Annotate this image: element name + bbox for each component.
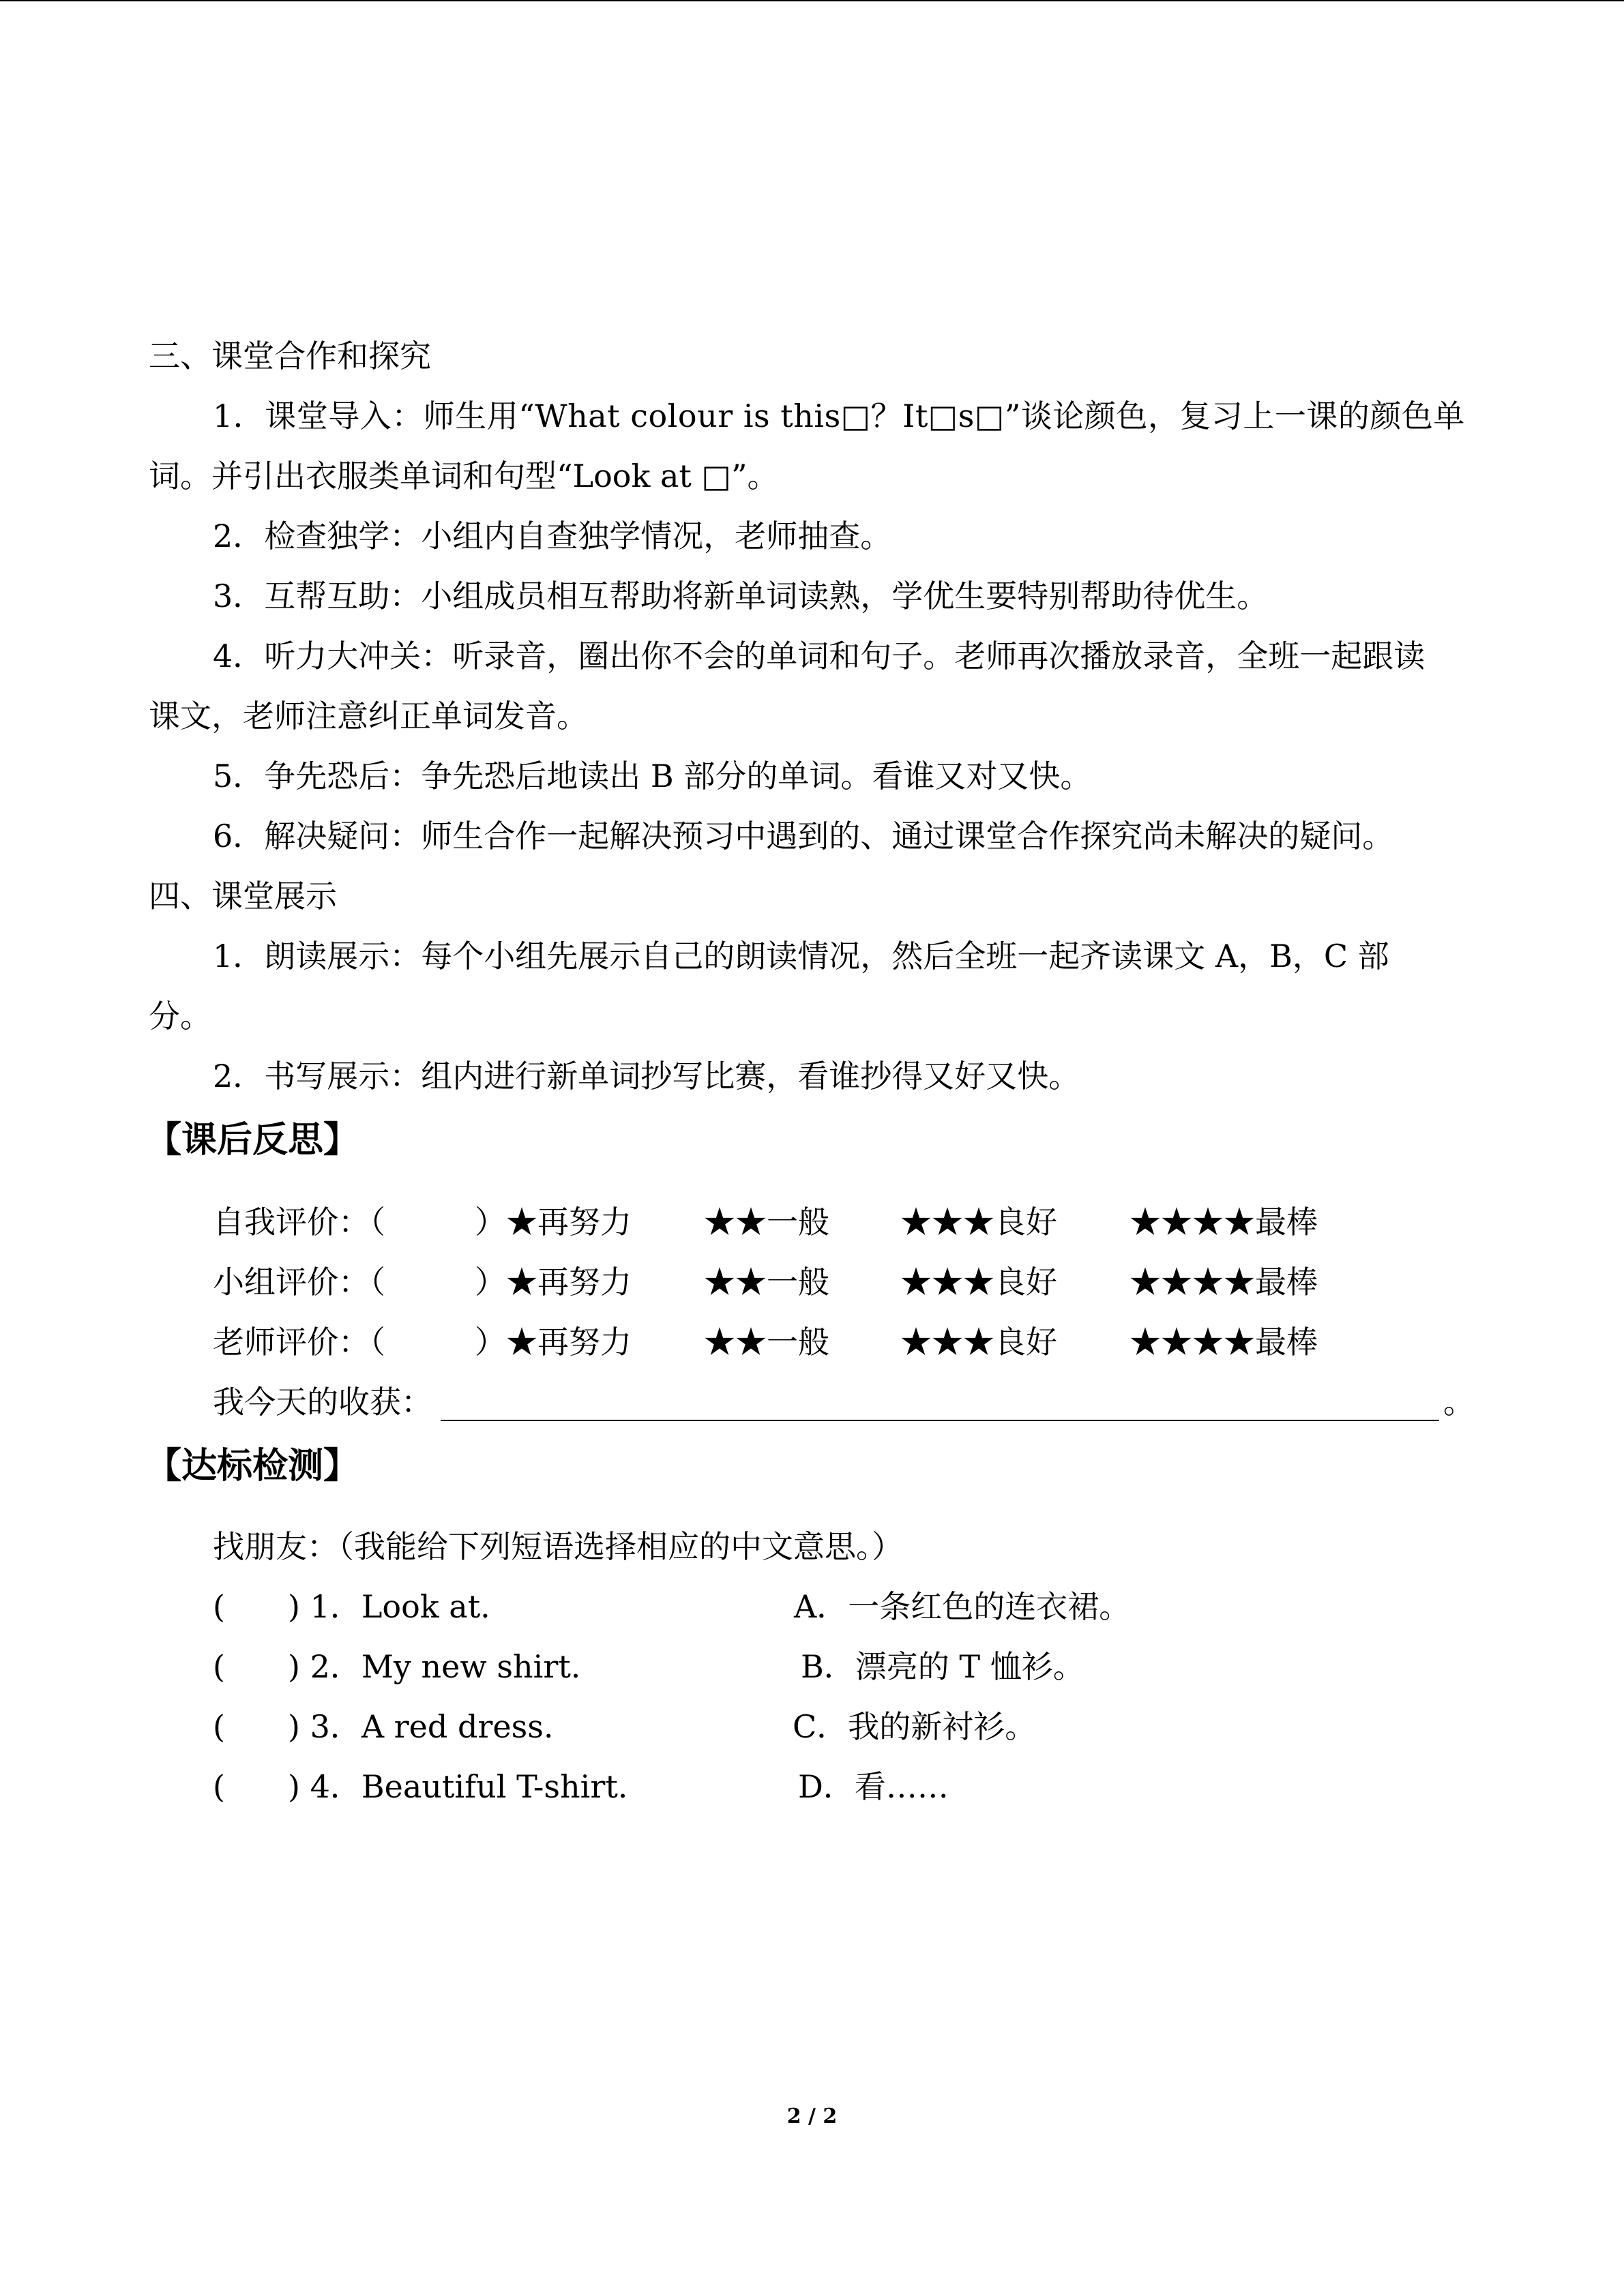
section4-item1-line2: 分。 [149, 998, 211, 1034]
eval-option-4: ★★★★最棒 [1130, 1204, 1318, 1240]
section3-item3: 3．互帮互助：小组成员相互帮助将新单词读熟，学优生要特别帮助待优生。 [213, 578, 1269, 614]
section3-item5: 5．争先恐后：争先恐后地读出 B 部分的单词。看谁又对又快。 [213, 758, 1092, 794]
eval-option-3: ★★★良好 [900, 1204, 1057, 1240]
eval-option-2: ★★一般 [704, 1324, 829, 1360]
section3-item6: 6．解决疑问：师生合作一起解决预习中遇到的、通过课堂合作探究尚未解决的疑问。 [213, 818, 1394, 854]
eval-option-3: ★★★良好 [900, 1324, 1057, 1360]
section3-item1-line2: 词。并引出衣服类单词和句型“Look at □”。 [149, 458, 779, 494]
answer-paren[interactable]: ( [213, 1648, 225, 1685]
section4-item2: 2．书写展示：组内进行新单词抄写比赛，看谁抄得又好又快。 [213, 1058, 1080, 1094]
question-text: ) 2．My new shirt. [288, 1648, 581, 1685]
eval-label: 老师评价：（ [213, 1324, 385, 1360]
harvest-label: 我今天的收获： [213, 1384, 432, 1420]
eval-option-2: ★★一般 [704, 1264, 829, 1300]
harvest-blank[interactable] [441, 1420, 1439, 1421]
question-text: ) 1．Look at. [288, 1588, 490, 1625]
eval-option-1: ）★再努力 [475, 1324, 632, 1360]
eval-option-1: ）★再努力 [475, 1264, 632, 1300]
section4-title: 四、课堂展示 [149, 878, 337, 914]
eval-option-4: ★★★★最棒 [1130, 1264, 1318, 1300]
choice-text: B．漂亮的 T 恤衫。 [801, 1648, 1084, 1685]
reflection-title: 【课后反思】 [146, 1120, 359, 1161]
eval-option-2: ★★一般 [704, 1204, 829, 1240]
section4-item1-line1: 1．朗读展示：每个小组先展示自己的朗读情况，然后全班一起齐读课文 A，B，C 部 [213, 938, 1389, 974]
answer-paren[interactable]: ( [213, 1588, 225, 1625]
harvest-end: 。 [1443, 1384, 1475, 1420]
section3-item2: 2．检查独学：小组内自查独学情况，老师抽查。 [213, 518, 892, 554]
test-instruction: 找朋友：（我能给下列短语选择相应的中文意思。） [213, 1528, 903, 1565]
eval-option-3: ★★★良好 [900, 1264, 1057, 1300]
section3-item4-line2: 课文，老师注意纠正单词发音。 [149, 698, 588, 734]
question-text: ) 3．A red dress. [288, 1708, 554, 1745]
choice-text: A．一条红色的连衣裙。 [794, 1588, 1131, 1625]
choice-text: C．我的新衬衫。 [793, 1708, 1037, 1745]
section3-item4-line1: 4．听力大冲关：听录音，圈出你不会的单词和句子。老师再次播放录音，全班一起跟读 [213, 638, 1426, 674]
eval-option-4: ★★★★最棒 [1130, 1324, 1318, 1360]
section3-item1-line1: 1．课堂导入：师生用“What colour is this□？It□s□”谈论颜色，复习上一课的颜色单 [213, 398, 1465, 434]
page-number: 2 / 2 [786, 2104, 838, 2128]
question-text: ) 4．Beautiful T-shirt. [288, 1768, 628, 1805]
eval-label: 小组评价：（ [213, 1264, 385, 1300]
section3-title: 三、课堂合作和探究 [149, 338, 431, 374]
eval-label: 自我评价：（ [213, 1204, 385, 1240]
test-title: 【达标检测】 [146, 1446, 359, 1487]
top-border-line [0, 0, 1624, 1]
answer-paren[interactable]: ( [213, 1768, 225, 1805]
choice-text: D．看…… [798, 1768, 949, 1805]
eval-option-1: ）★再努力 [475, 1204, 632, 1240]
answer-paren[interactable]: ( [213, 1708, 225, 1745]
